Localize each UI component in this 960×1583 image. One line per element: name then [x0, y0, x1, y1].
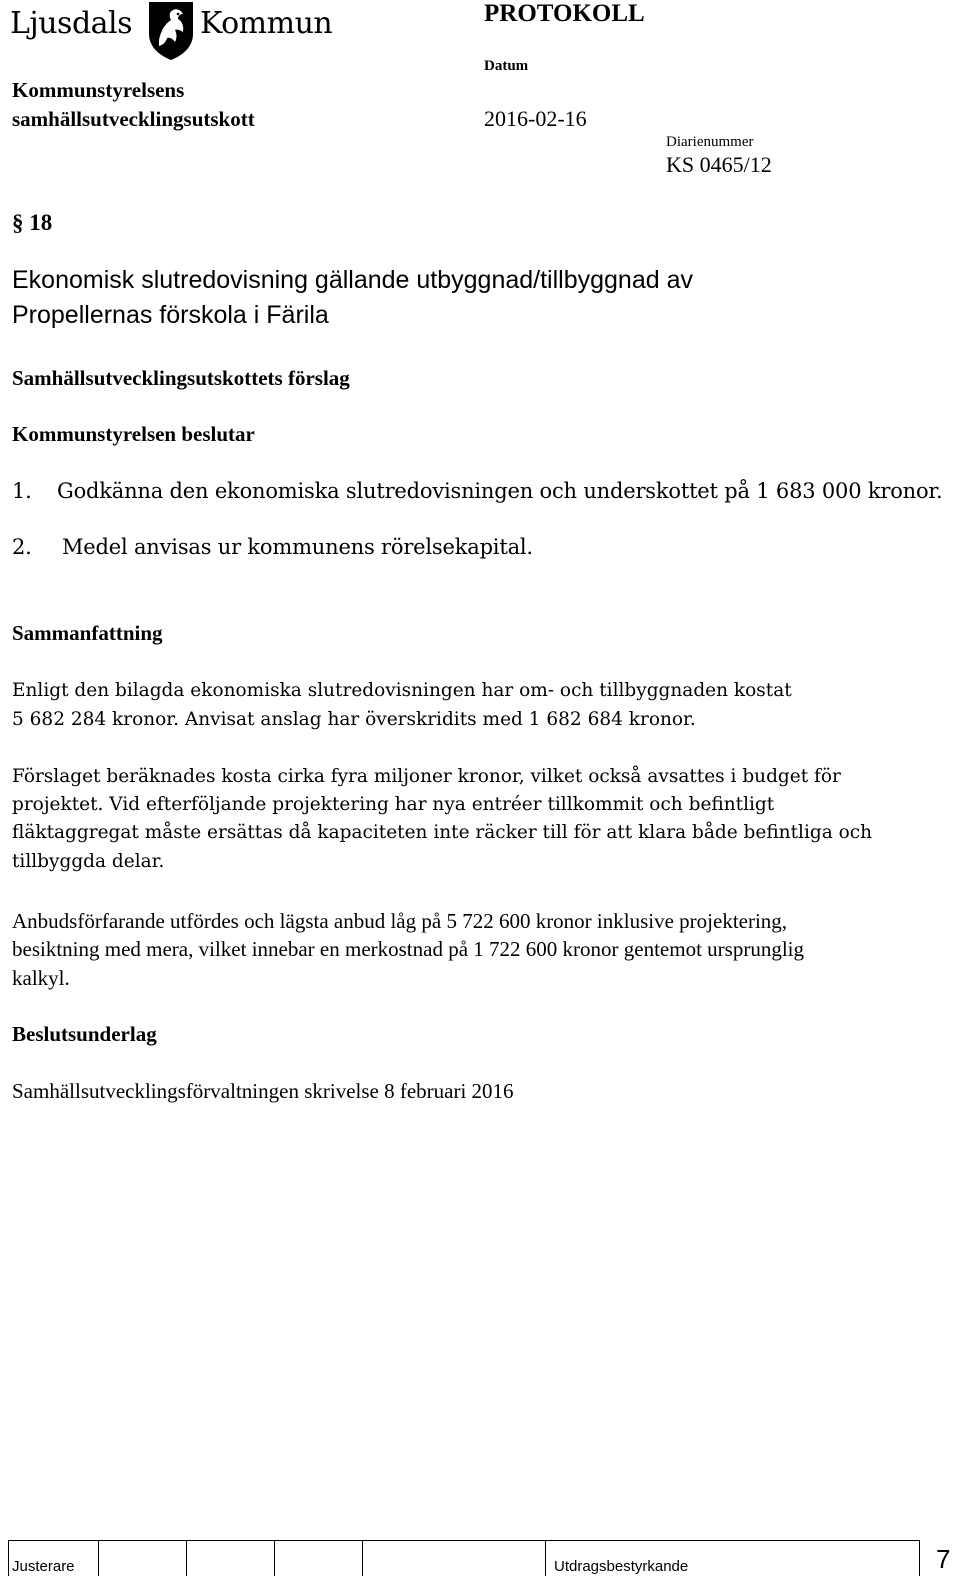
decision-heading: Kommunstyrelsen beslutar — [12, 422, 255, 446]
page-footer — [8, 1540, 960, 1576]
decision-item-2-number: 2. — [12, 535, 32, 559]
footer-cell-divider — [545, 1540, 546, 1576]
footer-adjuster-label: Justerare — [12, 1558, 75, 1575]
section-number: § 18 — [12, 210, 53, 235]
summary-paragraph-2-line-2: projektet. Vid efterföljande projektering har nya entréer tillkommit och befintligt — [12, 794, 775, 815]
summary-heading: Sammanfattning — [12, 621, 163, 645]
basis-heading: Beslutsunderlag — [12, 1022, 157, 1046]
footer-cell-divider — [362, 1540, 363, 1576]
footer-certification-label: Utdragsbestyrkande — [554, 1558, 689, 1575]
logo-word-left: Ljusdals — [10, 6, 133, 41]
footer-cell-divider — [274, 1540, 275, 1576]
decision-item-2-text: Medel anvisas ur kommunens rörelsekapital. — [62, 535, 533, 559]
decision-item-1-text: Godkänna den ekonomiska slutredovisningen och underskottet på 1 683 000 kronor. — [57, 479, 943, 503]
summary-paragraph-3-line-3: kalkyl. — [12, 966, 70, 990]
summary-paragraph-2-line-1: Förslaget beräknades kosta cirka fyra miljoner kronor, vilket också avsattes i budget för — [12, 766, 841, 787]
organization-line-2: samhällsutvecklingsutskott — [12, 107, 255, 131]
proposal-heading: Samhällsutvecklingsutskottets förslag — [12, 366, 350, 390]
date-value: 2016-02-16 — [484, 106, 587, 131]
section-title-line-2: Propellernas förskola i Färila — [12, 301, 329, 329]
basis-text: Samhällsutvecklingsförvaltningen skrivelse 8 februari 2016 — [12, 1079, 514, 1103]
case-number-label: Diarienummer — [666, 134, 754, 150]
coat-of-arms-icon — [147, 0, 195, 62]
footer-cell-divider — [8, 1540, 9, 1576]
summary-paragraph-2-line-4: tillbyggda delar. — [12, 851, 165, 872]
footer-cell-divider — [919, 1540, 920, 1576]
municipality-logo — [10, 0, 335, 70]
document-type: PROTOKOLL — [484, 0, 645, 27]
summary-paragraph-1-line-2: 5 682 284 kronor. Anvisat anslag har överskridits med 1 682 684 kronor. — [12, 709, 696, 730]
logo-word-right: Kommun — [200, 6, 333, 41]
organization-line-1: Kommunstyrelsens — [12, 78, 185, 102]
summary-paragraph-3-line-2: besiktning med mera, vilket innebar en merkostnad på 1 722 600 kronor gentemot ursprunglig — [12, 937, 804, 961]
summary-paragraph-2-line-3: fläktaggregat måste ersättas då kapaciteten inte räcker till för att klara både befintliga och — [12, 822, 873, 843]
summary-paragraph-1-line-1: Enligt den bilagda ekonomiska slutredovisningen har om- och tillbyggnaden kostat — [12, 680, 792, 701]
decision-item-1-number: 1. — [12, 479, 32, 503]
page-number: 7 — [936, 1544, 951, 1574]
footer-top-rule — [8, 1540, 920, 1541]
footer-cell-divider — [186, 1540, 187, 1576]
date-label: Datum — [484, 58, 529, 74]
summary-paragraph-3-line-1: Anbudsförfarande utfördes och lägsta anbud låg på 5 722 600 kronor inklusive projektering, — [12, 909, 788, 933]
section-title-line-1: Ekonomisk slutredovisning gällande utbyggnad/tillbyggnad av — [12, 266, 693, 294]
case-number-value: KS 0465/12 — [666, 152, 772, 177]
footer-cell-divider — [98, 1540, 99, 1576]
